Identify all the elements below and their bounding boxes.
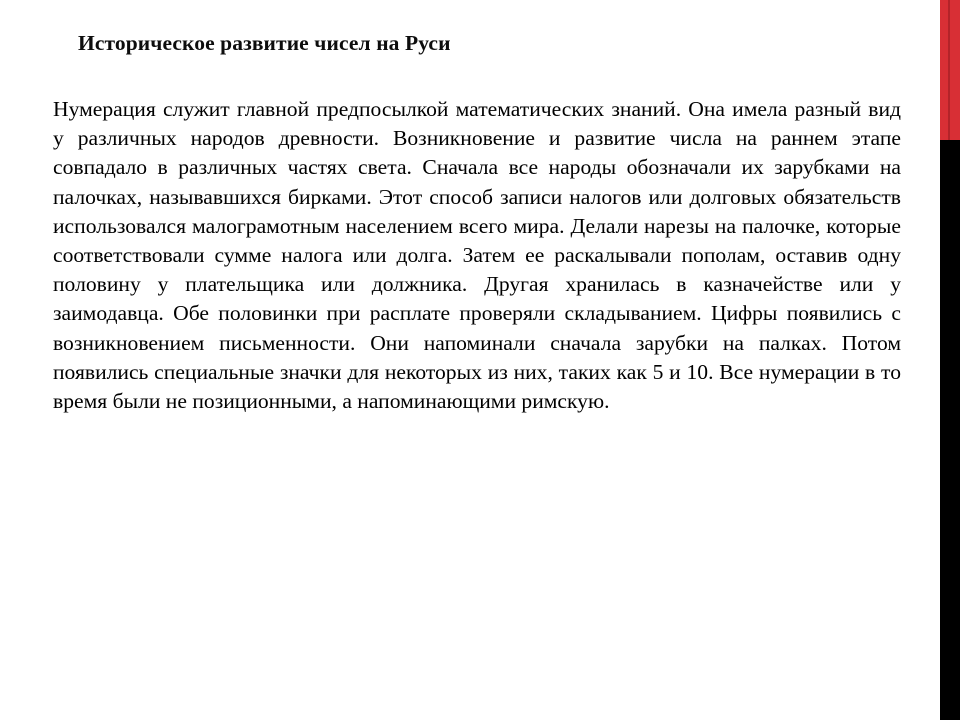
decorative-bar-red-stripe [948,0,950,140]
slide-body-paragraph: Нумерация служит главной предпосылкой математических знаний. Она имела разный вид у различных народов древности. Возникновение и развитие числа на раннем этапе совпадало в различных частях света. Сначала все народы обозначали их зарубками на палочках, называвшихся бирками. Этот способ записи налогов или долговых обязательств использовался малограмотным населением всего мира. Делали нарезы на палочке, которые соответствовали сумме налога или долга. Затем ее раскалывали пополам, оставив одну половину у плательщика или должника. Другая хранилась в казначействе или у заимодавца. Обе половинки при расплате проверяли складыванием. Цифры появились с возникновением письменности. Они напоминали сначала зарубки на палках. Потом появились специальные значки для некоторых из них, таких как 5 и 10. Все нумерации в то время были не позиционными, а напоминающими римскую. [53,97,901,414]
slide-title: Историческое развитие чисел на Руси [78,31,451,55]
decorative-bar-black-segment [940,140,960,720]
decorative-bar-red-segment [940,0,960,140]
right-decorative-bar [940,0,960,720]
